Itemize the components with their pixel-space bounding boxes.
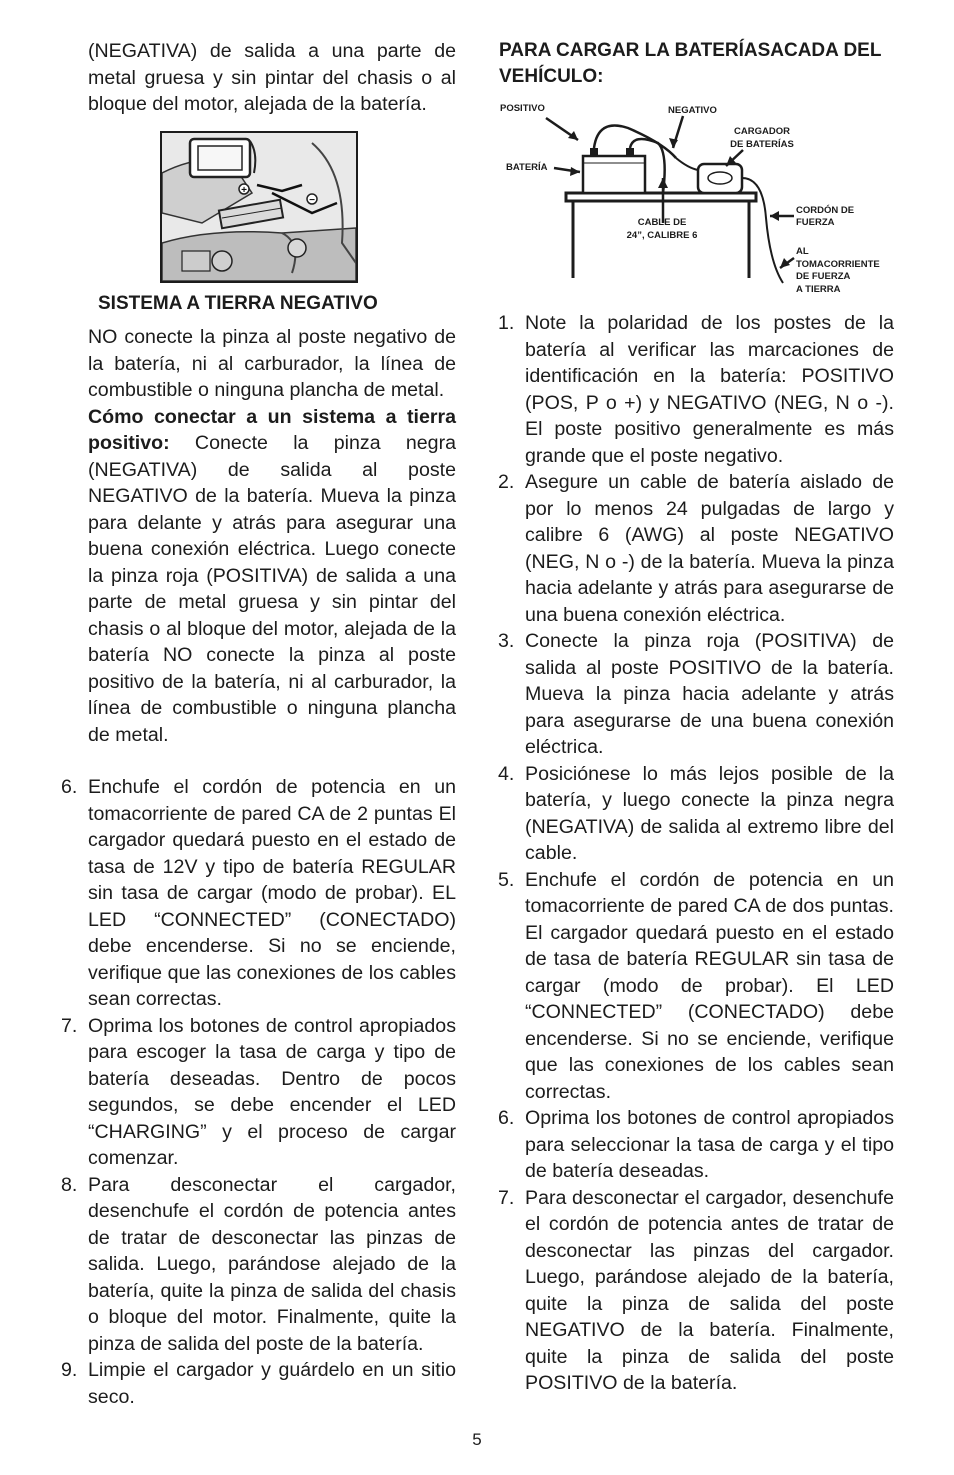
plus-mark: + [241,185,247,196]
label-negativo: NEGATIVO [668,105,717,116]
step-number: 9. [61,1359,78,1381]
step-text: Para desconectar el cargador, desenchufe el cordón de potencia antes de tratar de desconectar las pinzas de salida. Luego, parándose alejado de la batería, quite la pinza de salida del chasis o bloque del motor. Finalmente, quite la pinza de salida del poste de la batería. [88,1173,456,1355]
label-positivo: POSITIVO [500,103,545,114]
step-number: 5. [498,868,515,891]
step-text: Oprima los botones de control apropiados para seleccionar la tasa de carga y el tipo de batería deseadas. [525,1107,894,1182]
step-text: Conecte la pinza roja (POSITIVA) de salida al poste POSITIVO de la batería. Mueva la pinza hacia adelante y atrás para asegurarse de una buena conexión eléctrica. [525,630,894,758]
label-toma-1: AL [796,246,809,257]
label-bateria: BATERÍA [506,162,548,173]
label-cargador-1: CARGADOR [734,126,790,137]
label-cable-1: CABLE DE [637,217,687,228]
list-item [498,1105,894,1185]
step-number: 8. [61,1173,78,1196]
label-toma-4: A TIERRA [796,284,841,295]
battery-charging-diagram [498,98,894,298]
positive-ground-heading: Cómo conectar a un sistema a tierra positivo: [88,405,456,454]
left-steps-list [61,774,456,1410]
label-toma-3: DE FUERZA [796,271,851,282]
step-text: Asegure un cable de batería aislado de por lo menos 24 pulgadas de largo y calibre 6 (AWG) al poste NEGATIVO (NEG, N o -) de la batería. Mueva la pinza hacia adelante y atrás para asegurarse de una buena conexión eléctrica. [525,471,894,626]
minus-mark: − [309,195,315,206]
step-number: 6. [61,776,78,798]
step-number: 3. [498,630,515,652]
negative-ground-heading: SISTEMA A TIERRA NEGATIVO [98,293,378,314]
step-text: Para desconectar el cargador, desenchufe el cordón de potencia antes de tratar de desconectar las pinzas del cargador. Luego, parándose alejado de la batería, quite la pinza de salida del poste NEGATIVO de la batería. Finalmente, quite la pinza de salida del poste POSITIVO de la batería. [525,1186,894,1394]
right-section-heading: PARA CARGAR LA BATERÍASACADA DEL VEHÍCULO: [499,40,882,87]
step-text: Posiciónese lo más lejos posible de la batería, y luego conecte la pinza negra (NEGATIVA) de salida al extremo libre del cable. [525,762,894,864]
list-item [498,867,894,1106]
page-number: 5 [472,1430,482,1449]
step-number: 6. [498,1107,515,1129]
step-text: Oprima los botones de control apropiados para escoger la tasa de carga y tipo de batería deseadas. Dentro de pocos segundos, se debe encender el LED “CHARGING” y el proceso de cargar comenzar. [88,1014,456,1169]
step-number: 1. [498,312,515,334]
label-cordon-2: FUERZA [796,217,835,228]
step-text: Enchufe el cordón de potencia en un tomacorriente de pared CA de 2 puntas El cargador quedará puesto en el estado de tasa de 12V y tipo de batería REGULAR sin tasa de cargar (modo de probar). EL LED “CONNECTED” (CONECTADO) debe encenderse. Si no se enciende, verifique que las conexiones de los cables sean correctas. [88,776,456,1010]
step-text: Note la polaridad de los postes de la batería al verificar las marcaciones de identificación en la batería: POSITIVO (POS, P o +) y NEGATIVO (NEG, N o -). El poste positivo generalmente es más grande que el poste negativo. [525,312,894,467]
list-item [61,774,456,1013]
list-item [498,628,894,761]
step-number: 4. [498,762,515,785]
step-number: 7. [498,1186,515,1209]
label-cordon-1: CORDÓN DE [796,205,855,216]
positive-ground-paragraph [88,404,456,749]
list-item [498,310,894,469]
step-number: 7. [61,1014,78,1037]
warning-paragraph: NO conecte la pinza al poste negativo de la batería, ni al carburador, la línea de combustible o ninguna plancha de metal. [88,326,456,401]
label-cable-2: 24”, CALIBRE 6 [626,230,698,241]
list-item [498,761,894,867]
list-item [61,1172,456,1358]
list-item [498,1185,894,1397]
engine-battery-illustration [160,131,358,283]
step-text: Limpie el cargador y guárdelo en un sitio seco. [88,1359,456,1408]
list-item [498,469,894,628]
list-item [61,1013,456,1172]
positive-ground-text: Conecte la pinza negra (NEGATIVA) de salida al poste NEGATIVO de la batería. Mueva la pinza para delante y atrás para asegurar una buena conexión eléctrica. Luego conecte la pinza roja (POSITIVA) de salida a una parte de metal gruesa y sin pintar del chasis o al bloque del motor, alejada de la batería NO conecte la pinza al poste positivo de la batería, ni al carburador, la línea de combustible o ninguna plancha de metal. [88,432,456,746]
step-text: Enchufe el cordón de potencia en un tomacorriente de pared CA de dos puntas. El cargador quedará puesto en el estado de tasa de batería REGULAR sin tasa de cargar (modo de probar). El LED “CONNECTED” (CONECTADO) debe encenderse. Si no se enciende, verifique que las conexiones de los cables sean correctas. [525,868,894,1103]
right-steps-list [498,310,894,1397]
label-cargador-2: DE BATERÍAS [730,139,794,150]
list-item [61,1357,456,1410]
step-number: 2. [498,471,515,493]
intro-paragraph: (NEGATIVA) de salida a una parte de metal gruesa y sin pintar del chasis o al bloque del motor, alejada de la batería. [88,40,456,115]
label-toma-2: TOMACORRIENTE [796,259,880,270]
